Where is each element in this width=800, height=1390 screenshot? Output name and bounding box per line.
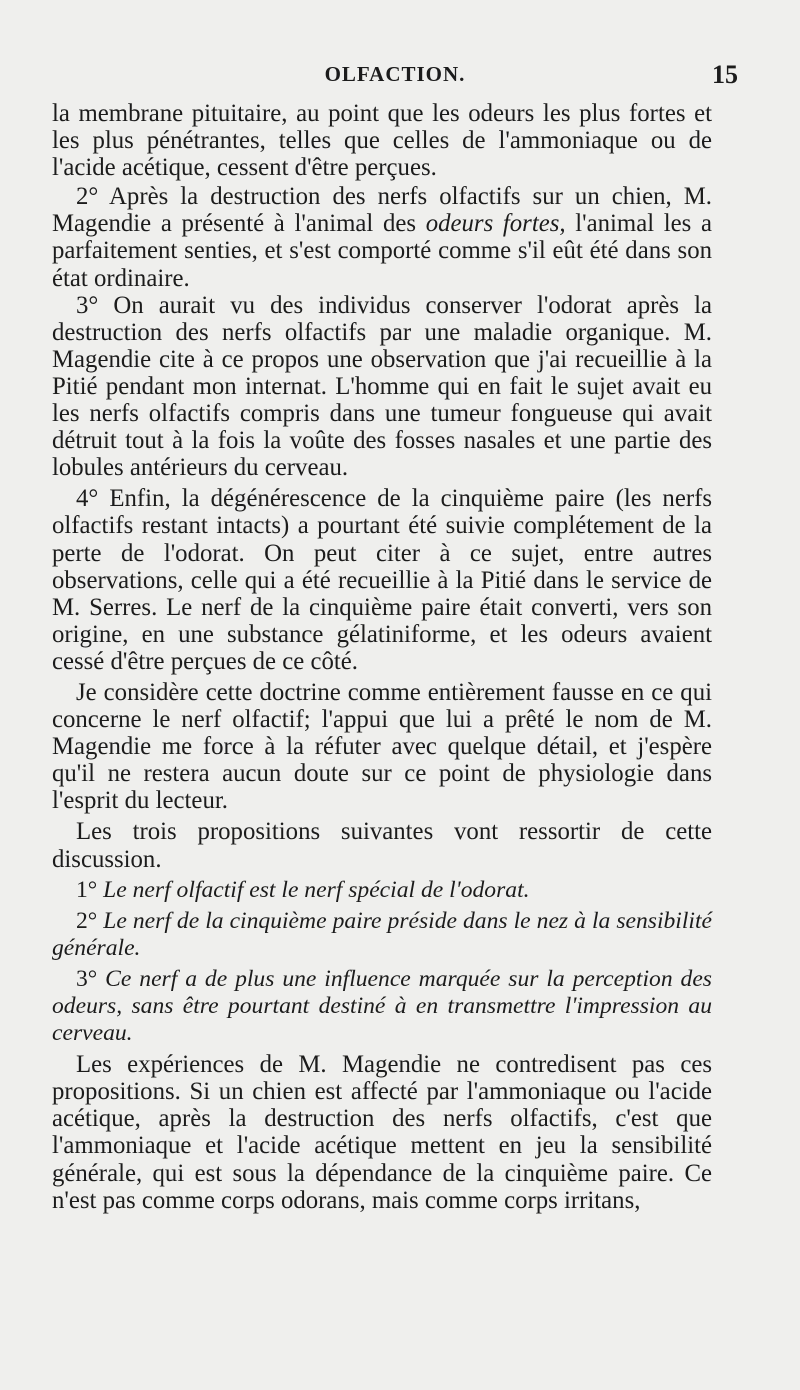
proposition-number: 3°: [76, 965, 106, 992]
proposition-text: Le nerf olfactif est le nerf spécial de l'odorat.: [103, 876, 530, 903]
proposition-number: 1°: [76, 876, 104, 903]
page-body: [52, 100, 712, 1214]
proposition-text: Le nerf de la cinquième paire préside dans le nez à la sensibilité générale.: [52, 907, 712, 961]
proposition-1: [52, 877, 712, 904]
paragraph-point-4: 4° Enfin, la dégénérescence de la cinquième paire (les nerfs olfactifs restant intacts) a pourtant été suivie complétement de la perte de l'odorat. On peut citer à ce sujet, entre autres observations, celle qui a été recueillie à la Pitié dans le service de M. Serres. Le nerf de la cinquième paire était converti, vers son origine, en une substance gélatiniforme, et les odeurs avaient cessé d'être perçues de ce côté.: [52, 485, 712, 675]
paragraph-experiments: Les expériences de M. Magendie ne contredisent pas ces propositions. Si un chien est affecté par l'ammoniaque ou l'acide acétique, après la destruction des nerfs olfactifs, c'est que l'ammoniaque et l'acide acétique mettent en jeu la sensibilité générale, qui est sous la dépendance de la cinquième paire. Ce n'est pas comme corps odorans, mais comme corps irritans,: [52, 1051, 712, 1214]
page-number: 15: [712, 60, 738, 89]
proposition-text: Ce nerf a de plus une influence marquée sur la perception des odeurs, sans être pourtant destiné à en transmettre l'impression au cerveau.: [52, 965, 712, 1047]
paragraph-point-2: [52, 183, 712, 291]
paragraph-text: l'animal les a parfaitement senties, et s'est comporté comme s'il eût été dans son état ordinaire.: [52, 210, 713, 292]
emphasis-text: odeurs fortes,: [425, 210, 566, 238]
paragraph-point-3: 3° On aurait vu des individus conserver l'odorat après la destruction des nerfs olfactifs par une maladie organique. M. Magendie cite à ce propos une observation que j'ai recueillie à la Pitié pendant mon internat. L'homme qui en fait le sujet avait eu les nerfs olfactifs compris dans une tumeur fongueuse qui avait détruit tout à la fois la voûte des fosses nasales et une partie des lobules antérieurs du cerveau.: [52, 291, 712, 482]
paragraph-propositions-intro: Les trois propositions suivantes vont ressortir de cette discussion.: [52, 818, 712, 873]
proposition-3: [52, 966, 712, 1047]
paragraph-continuation: la membrane pituitaire, au point que les odeurs les plus fortes et les plus pénétrantes, telles que celles de l'ammoniaque ou de l'acide acétique, cessent d'être perçues.: [52, 100, 712, 182]
page-header: [52, 62, 738, 102]
running-title: OLFACTION.: [324, 62, 466, 86]
proposition-number: 2°: [76, 907, 104, 934]
paragraph-text: 2° Après la destruction des nerfs olfactifs sur un chien, M. Magendie a présenté à l'animal des: [52, 183, 712, 238]
paragraph-doctrine: Je considère cette doctrine comme entièrement fausse en ce qui concerne le nerf olfactif; l'appui que lui a prêté le nom de M. Magendie me force à la réfuter avec quelque détail, et j'espère qu'il ne restera aucun doute sur ce point de physiologie dans l'esprit du lecteur.: [52, 678, 712, 815]
proposition-2: [52, 908, 712, 962]
